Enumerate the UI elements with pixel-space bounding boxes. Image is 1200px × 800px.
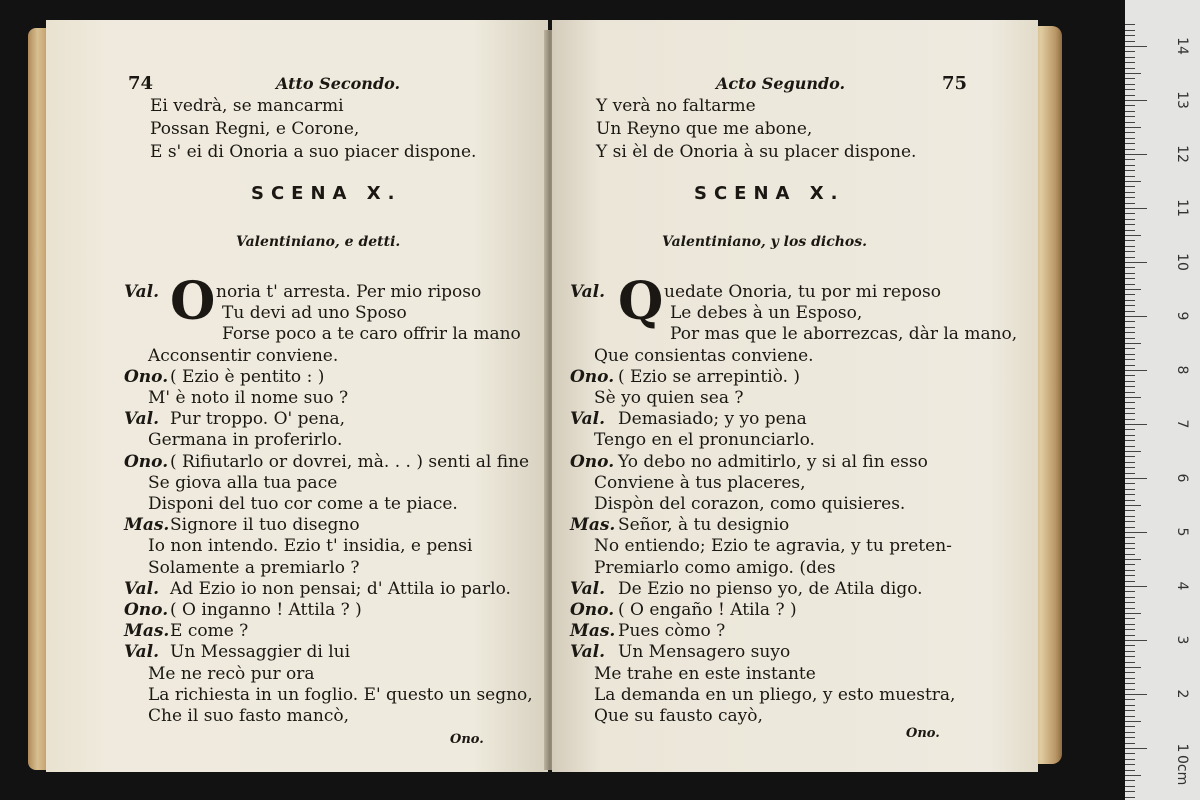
ruler-tick: [1125, 154, 1147, 155]
ruler-tick: [1125, 732, 1135, 733]
ruler-tick: [1125, 240, 1135, 241]
dialogue-line: Premiarlo como amigo. (des: [594, 557, 836, 578]
ruler-tick: [1125, 564, 1135, 565]
ruler-tick: [1125, 597, 1135, 598]
verse-line: Un Reyno que me abone,: [596, 119, 813, 139]
ruler-tick: [1125, 764, 1135, 765]
ruler-tick: [1125, 159, 1135, 160]
dialogue-line: Me ne recò pur ora: [148, 663, 315, 684]
ruler-tick: [1125, 705, 1135, 706]
ruler-tick: [1125, 289, 1141, 290]
ruler-tick: [1125, 478, 1147, 479]
ruler-tick: [1125, 483, 1135, 484]
ruler-tick: [1125, 127, 1141, 128]
ruler-tick: [1125, 197, 1135, 198]
ruler-tick: [1125, 203, 1135, 204]
ruler-tick: [1125, 100, 1147, 101]
page-number: 74: [128, 73, 154, 94]
measuring-ruler: [1125, 0, 1200, 800]
speaker-label: Val.: [570, 578, 606, 599]
ruler-tick: [1125, 321, 1135, 322]
ruler-tick: [1125, 716, 1135, 717]
page-number: 75: [942, 73, 968, 94]
ruler-tick: [1125, 24, 1135, 25]
scene-title: SCENA X.: [694, 183, 845, 204]
dialogue-line: ( Rifiutarlo or dovrei, mà. . . ) senti al fine: [170, 451, 530, 472]
ruler-number: 10: [1174, 253, 1190, 271]
ruler-tick: [1125, 132, 1135, 133]
running-head: Acto Segundo.: [716, 74, 846, 93]
catchword: Ono.: [450, 732, 484, 747]
ruler-tick: [1125, 737, 1135, 738]
ruler-tick: [1125, 413, 1135, 414]
ruler-number: 7: [1174, 419, 1190, 429]
ruler-tick: [1125, 770, 1135, 771]
ruler-tick: [1125, 165, 1135, 166]
speaker-label: Val.: [570, 409, 606, 430]
ruler-tick: [1125, 257, 1135, 258]
ruler-tick: [1125, 489, 1135, 490]
dialogue-line: noria t' arresta. Per mio riposo: [216, 282, 482, 302]
speaker-label: Val.: [124, 642, 160, 663]
ruler-tick: [1125, 624, 1135, 625]
dialogue-line: Conviene à tus placeres,: [594, 472, 806, 493]
speaker-label: Ono.: [124, 600, 169, 620]
ruler-tick: [1125, 62, 1135, 63]
ruler-tick: [1125, 797, 1135, 798]
ruler-tick: [1125, 570, 1135, 571]
ruler-tick: [1125, 68, 1135, 69]
ruler-number: 11: [1174, 199, 1190, 217]
ruler-tick: [1125, 192, 1135, 193]
speaker-label: Mas.: [124, 621, 170, 642]
ruler-tick: [1125, 41, 1135, 42]
ruler-tick: [1125, 143, 1135, 144]
ruler-tick: [1125, 586, 1147, 587]
scene-subtitle: Valentiniano, y los dichos.: [662, 234, 867, 250]
dialogue-line: Io non intendo. Ezio t' insidia, e pensi: [148, 536, 473, 557]
ruler-tick: [1125, 375, 1135, 376]
dialogue-line: No entiendo; Ezio te agravia, y tu preten-: [594, 536, 952, 557]
dialogue-line: La demanda en un pliego, y esto muestra,: [594, 684, 956, 705]
verse-line: Y verà no faltarme: [596, 96, 756, 116]
dialogue-line: Por mas que le aborrezcas, dàr la mano,: [670, 324, 1018, 345]
ruler-tick: [1125, 532, 1147, 533]
speaker-label: Ono.: [124, 366, 169, 387]
ruler-tick: [1125, 640, 1147, 641]
ruler-tick: [1125, 494, 1135, 495]
ruler-tick: [1125, 170, 1135, 171]
ruler-tick: [1125, 246, 1135, 247]
ruler-tick: [1125, 435, 1135, 436]
dialogue-line: Tengo en el pronunciarlo.: [594, 430, 815, 451]
verse-line: Possan Regni, e Corone,: [150, 119, 360, 139]
ruler-number: 14: [1174, 37, 1190, 55]
dialogue-line: Sè yo quien sea ?: [594, 388, 744, 408]
dialogue-line: Disponi del tuo cor come a te piace.: [148, 494, 458, 514]
dialogue-line: Pues còmo ?: [618, 621, 726, 642]
ruler-tick: [1125, 748, 1147, 749]
ruler-tick: [1125, 554, 1135, 555]
ruler-tick: [1125, 138, 1135, 139]
speaker-label: Val.: [124, 578, 160, 599]
ruler-tick: [1125, 327, 1135, 328]
dialogue-line: M' è noto il nome suo ?: [148, 388, 349, 408]
ruler-tick: [1125, 386, 1135, 387]
ruler-tick: [1125, 467, 1135, 468]
ruler-tick: [1125, 359, 1135, 360]
ruler-tick: [1125, 559, 1141, 560]
ruler-tick: [1125, 635, 1135, 636]
dialogue-line: Acconsentir conviene.: [148, 345, 339, 366]
ruler-tick: [1125, 365, 1135, 366]
ruler-tick: [1125, 618, 1135, 619]
ruler-tick: [1125, 89, 1135, 90]
ruler-number: 2: [1174, 689, 1190, 699]
ruler-tick: [1125, 122, 1135, 123]
scene-subtitle: Valentiniano, e detti.: [236, 234, 401, 250]
ruler-tick: [1125, 343, 1141, 344]
catchword: Ono.: [906, 726, 940, 741]
ruler-tick: [1125, 311, 1135, 312]
verse-line: E s' ei di Onoria a suo piacer dispone.: [150, 142, 477, 162]
ruler-number: 5: [1174, 527, 1190, 537]
dialogue-line: Le debes à un Esposo,: [670, 303, 863, 324]
dialogue-line: De Ezio no pienso yo, de Atila digo.: [618, 578, 923, 599]
speaker-label: Mas.: [124, 515, 170, 536]
ruler-tick: [1125, 440, 1135, 441]
speaker-label: Val.: [124, 409, 160, 430]
ruler-tick: [1125, 294, 1135, 295]
ruler-tick: [1125, 316, 1147, 317]
dialogue-line: E come ?: [170, 621, 249, 642]
ruler-tick: [1125, 73, 1141, 74]
ruler-number: 13: [1174, 91, 1190, 109]
ruler-tick: [1125, 462, 1135, 463]
ruler-tick: [1125, 775, 1141, 776]
ruler-tick: [1125, 446, 1135, 447]
ruler-tick: [1125, 510, 1135, 511]
running-head: Atto Secondo.: [276, 74, 401, 93]
ruler-tick: [1125, 581, 1135, 582]
ruler-tick: [1125, 759, 1135, 760]
ruler-tick: [1125, 543, 1135, 544]
ruler-tick: [1125, 429, 1135, 430]
dialogue-line: Ad Ezio io non pensai; d' Attila io parlo.: [170, 578, 511, 599]
dialogue-line: Solamente a premiarlo ?: [148, 557, 360, 578]
ruler-tick: [1125, 537, 1135, 538]
speaker-label: Mas.: [570, 515, 616, 536]
ruler-tick: [1125, 354, 1135, 355]
speaker-label: Ono.: [570, 451, 615, 472]
ruler-tick: [1125, 370, 1147, 371]
speaker-label: Ono.: [124, 451, 169, 472]
speaker-label: Val.: [570, 282, 606, 302]
ruler-tick: [1125, 424, 1147, 425]
ruler-tick: [1125, 505, 1141, 506]
dialogue-line: La richiesta in un foglio. E' questo un segno,: [148, 684, 533, 705]
ruler-tick: [1125, 419, 1135, 420]
dialogue-line: Que su fausto cayò,: [594, 706, 763, 726]
ruler-tick: [1125, 267, 1135, 268]
ruler-tick: [1125, 548, 1135, 549]
ruler-tick: [1125, 602, 1135, 603]
ruler-tick: [1125, 95, 1135, 96]
dialogue-line: Un Messaggier di lui: [170, 642, 351, 663]
right-page: [552, 20, 1038, 772]
ruler-tick: [1125, 284, 1135, 285]
ruler-tick: [1125, 527, 1135, 528]
ruler-tick: [1125, 402, 1135, 403]
ruler-tick: [1125, 105, 1135, 106]
ruler-tick: [1125, 689, 1135, 690]
ruler-tick: [1125, 332, 1135, 333]
ruler-number: 4: [1174, 581, 1190, 591]
ruler-tick: [1125, 683, 1135, 684]
dialogue-line: Un Mensagero suyo: [618, 642, 791, 663]
ruler-tick: [1125, 181, 1141, 182]
ruler-tick: [1125, 753, 1135, 754]
ruler-number: 3: [1174, 635, 1190, 645]
ruler-tick: [1125, 78, 1135, 79]
dialogue-line: Demasiado; y yo pena: [618, 409, 807, 430]
ruler-tick: [1125, 678, 1135, 679]
ruler-number: 6: [1174, 473, 1190, 483]
dialogue-line: Forse poco a te caro offrir la mano: [222, 324, 521, 345]
ruler-tick: [1125, 743, 1135, 744]
ruler-tick: [1125, 791, 1135, 792]
ruler-tick: [1125, 116, 1135, 117]
dialogue-line: Signore il tuo disegno: [170, 515, 360, 536]
dialogue-line: Yo debo no admitirlo, y si al fin esso: [618, 451, 928, 472]
dialogue-line: Se giova alla tua pace: [148, 472, 338, 493]
drop-cap: O: [170, 271, 216, 332]
speaker-label: Ono.: [570, 366, 615, 387]
ruler-tick: [1125, 591, 1135, 592]
ruler-tick: [1125, 176, 1135, 177]
speaker-label: Val.: [570, 642, 606, 663]
ruler-tick: [1125, 721, 1141, 722]
ruler-tick: [1125, 473, 1135, 474]
verse-line: Ei vedrà, se mancarmi: [150, 96, 344, 116]
drop-cap: Q: [618, 271, 664, 332]
ruler-tick: [1125, 408, 1135, 409]
dialogue-line: Germana in proferirlo.: [148, 430, 343, 451]
verse-line: Y si èl de Onoria à su placer dispone.: [596, 142, 917, 162]
ruler-tick: [1125, 451, 1141, 452]
ruler-tick: [1125, 397, 1141, 398]
ruler-tick: [1125, 645, 1135, 646]
dialogue-line: Que consientas conviene.: [594, 345, 814, 366]
dialogue-line: uedate Onoria, tu por mi reposo: [664, 282, 942, 302]
ruler-tick: [1125, 186, 1135, 187]
ruler-tick: [1125, 651, 1135, 652]
ruler-tick: [1125, 30, 1135, 31]
speaker-label: Val.: [124, 282, 160, 302]
ruler-tick: [1125, 278, 1135, 279]
ruler-tick: [1125, 726, 1135, 727]
left-page: [46, 20, 548, 772]
ruler-tick: [1125, 521, 1135, 522]
ruler-tick: [1125, 629, 1135, 630]
ruler-unit: 0cm: [1174, 755, 1190, 786]
ruler-tick: [1125, 213, 1135, 214]
ruler-tick: [1125, 348, 1135, 349]
ruler-tick: [1125, 305, 1135, 306]
ruler-tick: [1125, 608, 1135, 609]
ruler-tick: [1125, 516, 1135, 517]
ruler-tick: [1125, 111, 1135, 112]
ruler-tick: [1125, 57, 1135, 58]
ruler-number: 9: [1174, 311, 1190, 321]
ruler-tick: [1125, 235, 1141, 236]
speaker-label: Ono.: [570, 600, 615, 620]
dialogue-line: ( O inganno ! Attila ? ): [170, 600, 362, 620]
ruler-tick: [1125, 656, 1135, 657]
dialogue-line: Señor, à tu designio: [618, 515, 790, 536]
ruler-tick: [1125, 667, 1141, 668]
ruler-tick: [1125, 338, 1135, 339]
dialogue-line: Che il suo fasto mancò,: [148, 706, 349, 726]
ruler-tick: [1125, 46, 1147, 47]
ruler-tick: [1125, 273, 1135, 274]
ruler-tick: [1125, 51, 1135, 52]
ruler-tick: [1125, 694, 1147, 695]
ruler-tick: [1125, 456, 1135, 457]
ruler-number: 8: [1174, 365, 1190, 375]
ruler-tick: [1125, 230, 1135, 231]
ruler-tick: [1125, 251, 1135, 252]
scene-title: SCENA X.: [251, 183, 402, 204]
dialogue-line: Dispòn del corazon, como quisieres.: [594, 494, 906, 514]
dialogue-line: ( Ezio se arrepintiò. ): [618, 366, 801, 387]
ruler-tick: [1125, 699, 1135, 700]
ruler-tick: [1125, 84, 1135, 85]
ruler-tick: [1125, 786, 1135, 787]
ruler-tick: [1125, 149, 1135, 150]
dialogue-line: ( Ezio è pentito : ): [170, 366, 325, 387]
dialogue-line: Pur troppo. O' pena,: [170, 409, 346, 430]
ruler-tick: [1125, 300, 1135, 301]
ruler-tick: [1125, 381, 1135, 382]
ruler-tick: [1125, 710, 1135, 711]
ruler-tick: [1125, 392, 1135, 393]
dialogue-line: Tu devi ad uno Sposo: [222, 303, 407, 324]
ruler-tick: [1125, 613, 1141, 614]
ruler-tick: [1125, 262, 1147, 263]
ruler-tick: [1125, 219, 1135, 220]
ruler-tick: [1125, 500, 1135, 501]
ruler-number: 1: [1174, 743, 1190, 753]
speaker-label: Mas.: [570, 621, 616, 642]
ruler-tick: [1125, 208, 1147, 209]
ruler-tick: [1125, 662, 1135, 663]
ruler-tick: [1125, 224, 1135, 225]
ruler-tick: [1125, 35, 1135, 36]
dialogue-line: Me trahe en este instante: [594, 663, 816, 684]
ruler-number: 12: [1174, 145, 1190, 163]
ruler-tick: [1125, 672, 1135, 673]
ruler-tick: [1125, 575, 1135, 576]
ruler-tick: [1125, 780, 1135, 781]
dialogue-line: ( O engaño ! Atila ? ): [618, 600, 797, 620]
